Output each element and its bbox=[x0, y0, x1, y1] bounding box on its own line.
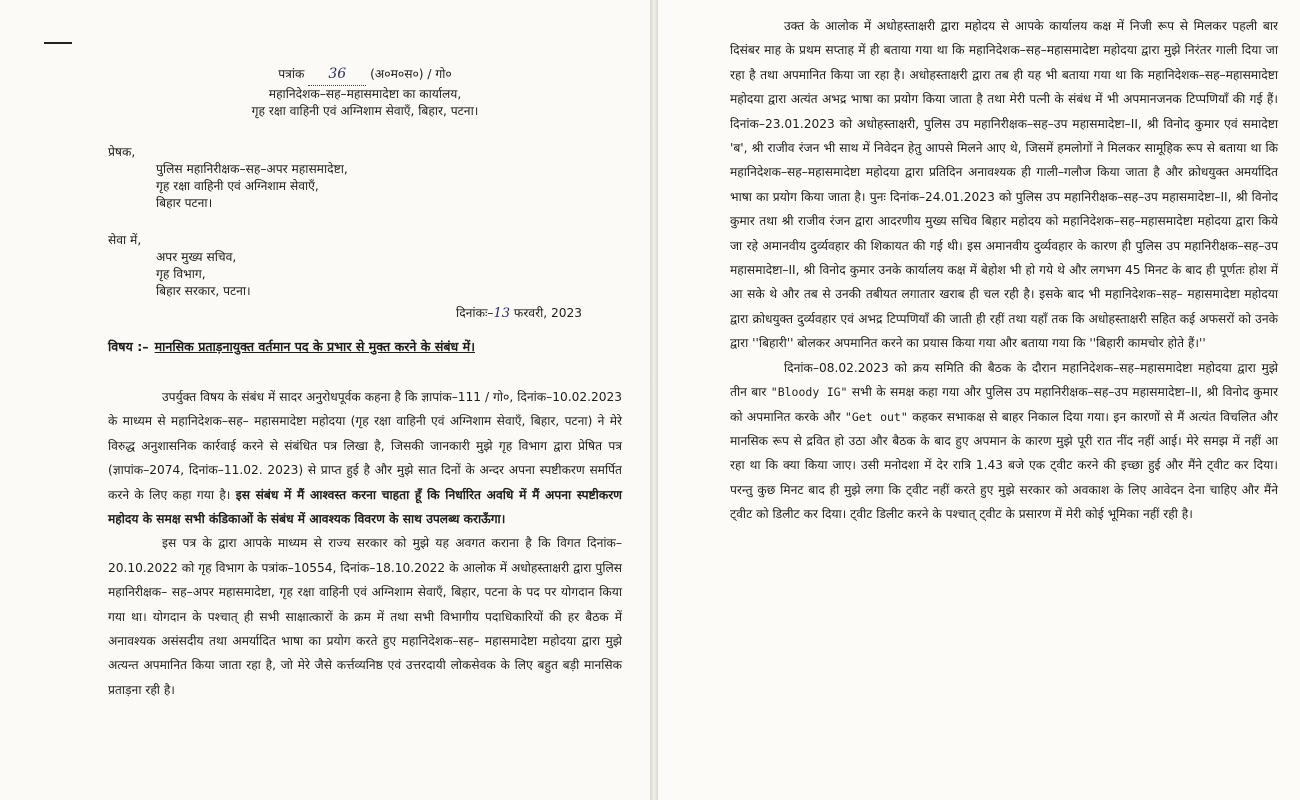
reference-line bbox=[108, 64, 622, 86]
reference-suffix: (अ०म०स०) / गो० bbox=[370, 67, 452, 81]
date-rest: फरवरी, 2023 bbox=[513, 306, 582, 320]
sender-block bbox=[108, 144, 622, 212]
paragraph-1-bold: इस संबंध में मैं आश्वस्त करना चाहता हूँ कि निर्धारित अवधि में मैं अपना स्पष्टीकरण महोदय के समक्ष सभी कंडिकाओं के संबंध में आवश्यक विवरण के साथ उपलब्ध कराऊँगा। bbox=[108, 487, 622, 527]
recipient-line-2: गृह विभाग, bbox=[156, 267, 206, 281]
paragraph-3-text: उक्त के आलोक में अधोहस्ताक्षरी द्वारा महोदय से आपके कार्यालय कक्ष में निजी रूप से मिलकर पहली बार दिसंबर माह के प्रथम सप्ताह में ही बताया गया था कि महानिदेशक–सह–महासमादेष्टा महोदया द्वारा मुझे निरंतर गाली दिया जा रहा है तथा अपमानित किया जा रहा है। अधोहस्ताक्षरी द्वारा तब ही यह भी बताया गया था कि महानिदेशक–सह–महासमादेष्टा महोदया द्वारा अत्यंत अभद्र भाषा का प्रयोग किया जाता है तथा मेरी पत्नी के संबंध में भी अपमानजनक टिप्पणियाँ की गई हैं। दिनांक–23.01.2023 को अधोहस्ताक्षरी, पुलिस उप महानिरीक्षक–सह–उप महासमादेष्टा–II, श्री विनोद कुमार एवं समादेष्टा 'ब', श्री राजीव रंजन भी साथ में निवेदन हेतु आपसे मिलने आए थे, जिसमें हमलोगों ने मिलकर सामूहिक रूप से बताया था कि महानिदेशक–सह–महासमादेष्टा महोदया द्वारा प्रतिदिन अनावश्यक ही गाली–गलौज किया जाता है और क्रोधयुक्त अमर्यादित भाषा का प्रयोग किया जाता है। पुनः दिनांक–24.01.2023 को पुलिस उप महानिरीक्षक–सह–उप महासमादेष्टा–II, श्री विनोद कुमार तथा श्री राजीव रंजन द्वारा आदरणीय मुख्य सचिव बिहार महोदय को महानिदेशक–सह–महासमादेष्टा महोदया द्वारा किये जा रहे अमानवीय दुर्व्यवहार की शिकायत की गई थी। इस अमानवीय दुर्व्यवहार के कारण ही पुलिस उप महानिरीक्षक–सह–उप महासमादेष्टा–II, श्री विनोद कुमार उनके कार्यालय कक्ष में बेहोश भी हो गये थे और लगभग 45 मिनट के बाद ही पूर्णतः होश में आ सके थे और तब से उनकी तबीयत लगातार खराब ही चल रही है। इसके बाद भी महानिदेशक–सह– महासमादेष्टा महोदया द्वारा क्रोधयुक्त दुर्व्यवहार एवं अभद्र टिप्पणियाँ की जाती ही रहीं तथा यहाँ तक कि अधोहस्ताक्षरी सहित कई अफसरों को उनके द्वारा ''बिहारी'' बोलकर अपमानित करने का प्रयास किया गया और बताया गया कि ''बिहारी कामचोर होते हैं।'' bbox=[730, 19, 1278, 351]
margin-mark bbox=[44, 42, 72, 44]
paragraph-4-text-2: सभी के समक्ष कहा गया और पुलिस उप महानिरीक्षक–सह–उप महासमादेष्टा–II, श्री विनोद कुमार को अपमानित करके और bbox=[730, 385, 1279, 424]
subject-text: मानसिक प्रताड़नायुक्त वर्तमान पद के प्रभार से मुक्त करने के संबंध में। bbox=[154, 339, 475, 354]
sender-line-1: पुलिस महानिरीक्षक–सह–अपर महासमादेष्टा, bbox=[156, 162, 348, 176]
letter-date bbox=[108, 304, 622, 323]
paragraph-2-text: इस पत्र के द्वारा आपके माध्यम से राज्य सरकार को मुझे यह अवगत कराना है कि विगत दिनांक–20.10.2022 को गृह विभाग के पत्रांक–10554, दिनांक–18.10.2022 के आलोक में अधोहस्ताक्षरी द्वारा पुलिस महानिरीक्षक– सह–अपर महासमादेष्टा, गृह रक्षा वाहिनी एवं अग्निशाम सेवाएँ, बिहार, पटना के पद पर योगदान किया गया था। योगदान के पश्चात् ही सभी साक्षात्कारों के क्रम में तथा सभी विभागीय पदाधिकारियों की हर बैठक में अनावश्यक असंसदीय तथा अमर्यादित भाषा का प्रयोग करते हुए महानिदेशक–सह– महासमादेष्टा महोदया द्वारा मुझे अत्यन्त अपमानित किया जाता रहा है, जो मेरे जैसे कर्त्तव्यनिष्ठ एवं उत्तरदायी लोकसेवक के लिए बहुत बड़ी मानसिक प्रताड़ना रही है। bbox=[108, 536, 622, 697]
paragraph-1-text: उपर्युक्त विषय के संबंध में सादर अनुरोधपूर्वक कहना है कि ज्ञापांक–111 / गो०, दिनांक–10.02.2023 के माध्यम से महानिदेशक–सह– महासमादेष्टा महोदया (गृह रक्षा वाहिनी एवं अग्निशाम सेवाएँ, बिहार, पटना) ने मेरे विरुद्ध अनुशासनिक कार्रवाई करने से संबंधित पत्र लिखा है, जिसकी जानकारी मुझे गृह विभाग द्वारा प्रेषित पत्र (ज्ञापांक–2074, दिनांक–11.02. 2023) से प्राप्त हुई है और मुझे सात दिनों के अन्दर अपना स्पष्टीकरण समर्पित करने के लिए कहा गया है। bbox=[108, 390, 622, 502]
subject-line bbox=[108, 337, 622, 357]
reference-number: 36 bbox=[308, 64, 366, 86]
office-heading bbox=[108, 86, 622, 120]
paragraph-4-text-3: कहकर सभाकक्ष से बाहर निकाल दिया गया। इन कारणों से मैं अत्यंत विचलित और मानसिक रूप से द्रवित हो उठा और बैठक के बाद हुए अपमान के कारण मुझे पूरी रात नींद नहीं आई। मेरे समझ में नहीं आ रहा था कि क्या किया जाए। उसी मनोदशा में देर रात्रि 1.43 बजे एक ट्वीट करने की इच्छा हुई और मैंने ट्वीट कर दिया। परन्तु कुछ मिनट बाद ही मुझे लगा कि ट्वीट नहीं करते हुए मुझे सरकार को अवकाश के लिए आवेदन देना चाहिए और मैंने ट्वीट को डिलीट कर दिया। ट्वीट डिलीट करने के पश्चात् ट्वीट के प्रसारण में मेरी कोई भूमिका नहीं रही है। bbox=[730, 409, 1279, 522]
subject-label: विषय :– bbox=[108, 339, 149, 354]
quote-bloody-ig: "Bloody IG" bbox=[770, 385, 848, 400]
paragraph-1 bbox=[108, 385, 622, 531]
paragraph-4-text-1: दिनांक–08.02.2023 को क्रय समिति की बैठक के दौरान महानिदेशक–सह–महासमादेष्टा महोदया द्वारा मुझे तीन बार bbox=[730, 360, 1278, 400]
paragraph-4 bbox=[730, 356, 1278, 527]
paragraph-3 bbox=[730, 14, 1278, 356]
paragraph-2 bbox=[108, 531, 622, 702]
quote-get-out: "Get out" bbox=[844, 409, 908, 424]
sender-line-2: गृह रक्षा वाहिनी एवं अग्निशाम सेवाएँ, bbox=[156, 179, 319, 193]
recipient-line-3: बिहार सरकार, पटना। bbox=[156, 284, 251, 298]
office-line-1: महानिदेशक–सह–महासमादेष्टा का कार्यालय, bbox=[268, 87, 462, 101]
sender-line-3: बिहार पटना। bbox=[156, 196, 213, 210]
office-line-2: गृह रक्षा वाहिनी एवं अग्निशाम सेवाएँ, बिहार, पटना। bbox=[251, 104, 479, 118]
recipient-block bbox=[108, 232, 622, 300]
date-prefix: दिनांकः– bbox=[456, 306, 494, 320]
recipient-line-1: अपर मुख्य सचिव, bbox=[156, 250, 237, 264]
sender-label: प्रेषक, bbox=[108, 145, 136, 159]
date-day: 13 bbox=[493, 306, 511, 321]
page-gutter bbox=[650, 0, 658, 800]
recipient-label: सेवा में, bbox=[108, 233, 142, 247]
letter-page-right bbox=[658, 0, 1300, 800]
reference-prefix: पत्रांक bbox=[278, 67, 305, 81]
